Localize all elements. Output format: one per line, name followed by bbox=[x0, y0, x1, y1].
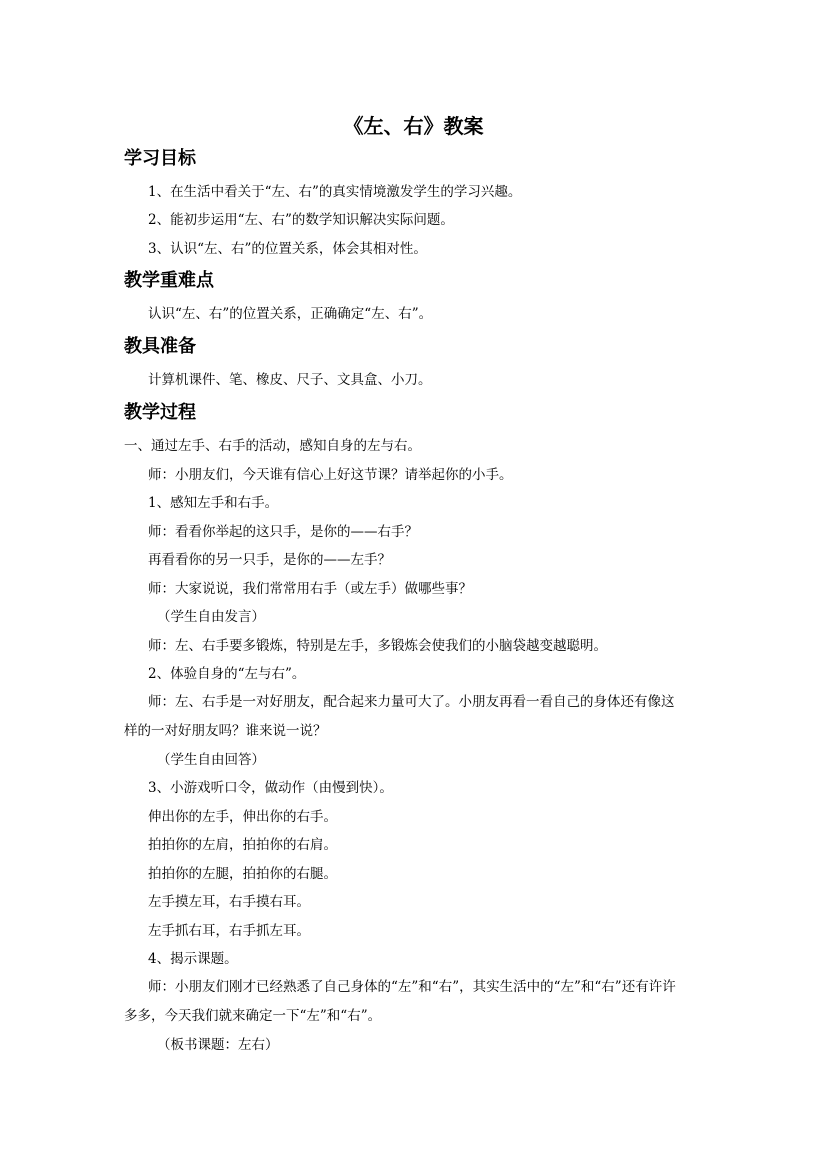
objective-item: 3、认识“左、右”的位置关系，体会其相对性。 bbox=[148, 241, 427, 257]
process-line: 一、通过左手、右手的活动，感知自身的左与右。 bbox=[124, 438, 421, 454]
process-line: 师：看看你举起的这只手，是你的——右手？ bbox=[148, 524, 418, 540]
process-line: 2、体验自身的“左与右”。 bbox=[148, 666, 306, 682]
process-line: 3、小游戏听口令，做动作（由慢到快）。 bbox=[148, 780, 393, 796]
process-line: 再看看你的另一只手，是你的——左手？ bbox=[148, 552, 391, 568]
process-line: 左手摸左耳，右手摸右耳。 bbox=[148, 894, 310, 910]
process-line: （学生自由发言） bbox=[157, 609, 265, 625]
process-paragraph: 师：小朋友们刚才已经熟悉了自己身体的“左”和“右”，其实生活中的“左”和“右”还有许许多多，今天我们就来确定一下“左”和“右”。 bbox=[124, 979, 676, 1024]
process-line: 4、揭示课题。 bbox=[148, 951, 238, 967]
heading-process: 教学过程 bbox=[124, 402, 196, 423]
document-title: 《左、右》教案 bbox=[343, 114, 484, 138]
heading-keypoints: 教学重难点 bbox=[124, 270, 214, 291]
process-line: 左手抓右耳，右手抓左耳。 bbox=[148, 923, 310, 939]
objective-item: 2、能初步运用“左、右”的数学知识解决实际问题。 bbox=[148, 212, 454, 228]
process-line: （学生自由回答） bbox=[157, 752, 265, 768]
process-line: （板书课题：左右） bbox=[157, 1037, 279, 1053]
heading-objectives: 学习目标 bbox=[124, 148, 196, 169]
process-line: 师：左、右手要多锻炼，特别是左手，多锻炼会使我们的小脑袋越变越聪明。 bbox=[148, 638, 607, 654]
heading-materials: 教具准备 bbox=[124, 336, 196, 357]
process-line: 1、感知左手和右手。 bbox=[148, 495, 279, 511]
process-line: 师：小朋友们，今天谁有信心上好这节课？请举起你的小手。 bbox=[148, 467, 513, 483]
process-paragraph: 师：左、右手是一对好朋友，配合起来力量可大了。小朋友再看一看自己的身体还有像这样的一对好朋友吗？谁来说一说？ bbox=[124, 694, 675, 739]
objective-item: 1、在生活中看关于“左、右”的真实情境激发学生的学习兴趣。 bbox=[148, 184, 522, 200]
process-line: 师：大家说说，我们常常用右手（或左手）做哪些事？ bbox=[148, 581, 472, 597]
process-line: 拍拍你的左肩，拍拍你的右肩。 bbox=[148, 837, 337, 853]
materials-text: 计算机课件、笔、橡皮、尺子、文具盒、小刀。 bbox=[148, 372, 432, 388]
process-line: 拍拍你的左腿，拍拍你的右腿。 bbox=[148, 866, 337, 882]
keypoints-text: 认识“左、右”的位置关系，正确确定“左、右”。 bbox=[148, 306, 433, 322]
process-line: 伸出你的左手，伸出你的右手。 bbox=[148, 809, 337, 825]
